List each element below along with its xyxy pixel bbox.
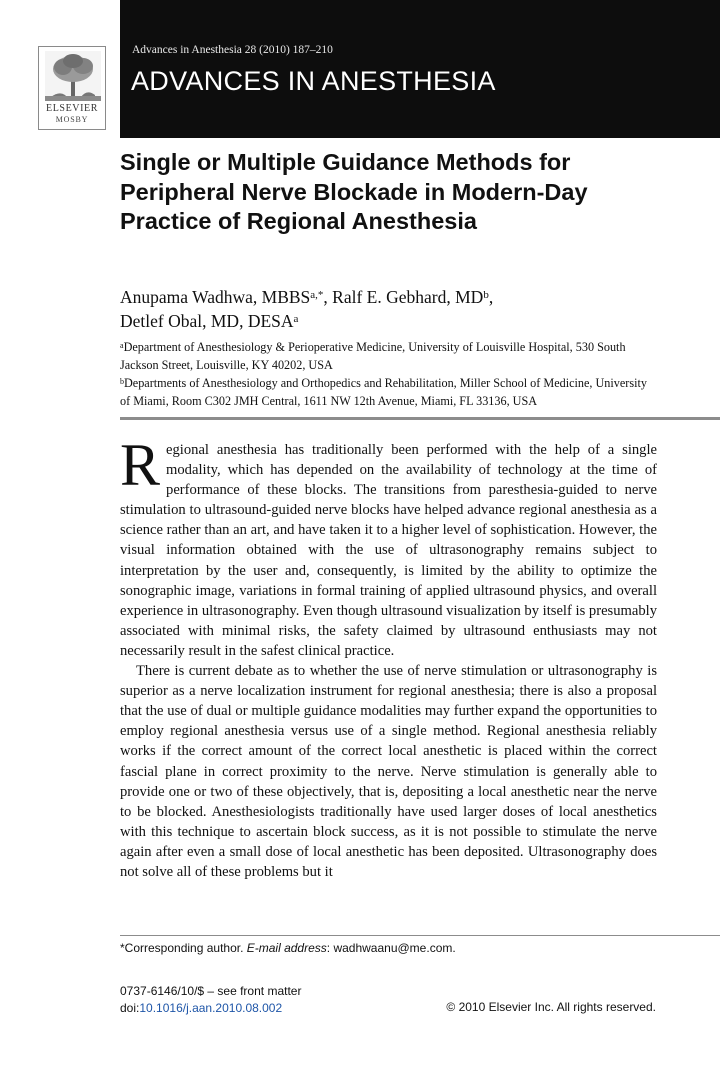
affiliation-list [120, 338, 660, 410]
journal-citation: Advances in Anesthesia 28 (2010) 187–210 [132, 44, 333, 56]
author-affiliation-marker: a,* [310, 289, 324, 301]
journal-name: ADVANCES IN ANESTHESIA [131, 66, 496, 96]
author-separator: , [323, 287, 333, 307]
doi-link[interactable]: 10.1016/j.aan.2010.08.002 [139, 1001, 283, 1015]
doi-line [120, 1000, 301, 1017]
author-name: Ralf E. Gebhard, MD [332, 287, 484, 307]
tree-emblem-icon [45, 51, 101, 101]
author-separator: , [488, 287, 494, 307]
affiliation-text: Departments of Anesthesiology and Orthopedics and Rehabilitation, Miller School of Medicine, University of Miami, Room C302 JMH Central, 1611 NW 12th Avenue, Miami, FL 33136, USA [120, 376, 647, 408]
issn-line: 0737-6146/10/$ – see front matter [120, 984, 302, 998]
drop-cap: R [120, 432, 161, 498]
publisher-imprint: MOSBY [55, 115, 89, 124]
email-address: wadhwaanu@me.com [333, 941, 453, 955]
front-matter [120, 983, 301, 1017]
article-body [120, 432, 657, 882]
email-label: E-mail address [246, 941, 327, 955]
author-list [120, 285, 680, 333]
body-paragraph [120, 432, 657, 661]
doi-label: doi: [120, 1001, 140, 1015]
footnote-suffix: . [452, 941, 456, 955]
corresponding-author-note [120, 941, 680, 955]
affiliation-item [120, 338, 660, 374]
author-name: Detlef Obal, MD, DESA [120, 311, 294, 331]
affiliation-marker: a [120, 341, 124, 350]
publisher-name: ELSEVIER [45, 103, 99, 114]
author-name: Anupama Wadhwa, MBBS [120, 287, 311, 307]
affiliation-text: Department of Anesthesiology & Perioperative Medicine, University of Louisville Hospital, 530 South Jackson Street, Louisville, KY 40202, USA [120, 340, 626, 372]
author-affiliation-marker: b [483, 289, 489, 301]
affiliation-item [120, 374, 660, 410]
footnote-prefix: *Corresponding author. [120, 941, 247, 955]
paragraph-text: egional anesthesia has traditionally been performed with the help of a single modality, which has depended on the availability of technology at the time of performance of these blocks. The transitions from paresthesia-guided to nerve stimulation to ultrasound-guided nerve blocks have helped advance regional anesthesia as a science rather than an art, and have taken it to a higher level of sophistication. However, the visual information obtained with the use of ultrasonography remains subject to interpretation by the user and, consequently, is limited by the ability to optimize the sonographic image, variations in formal training of applied ultrasound physics, and overall experience in ultrasonography. Even though ultrasound visualization by itself is presumably associated with minimal risks, the safety claimed by ultrasound enthusiasts may not necessarily result in the safest clinical practice. [120, 442, 657, 659]
author-affiliation-marker: a [293, 313, 299, 325]
affiliation-marker: b [120, 377, 124, 386]
section-divider [120, 417, 720, 420]
journal-header [120, 0, 720, 138]
copyright-notice: © 2010 Elsevier Inc. All rights reserved. [446, 1000, 656, 1014]
body-paragraph: There is current debate as to whether the use of nerve stimulation or ultrasonography is superior as a nerve localization instrument for regional anesthesia; there is also a proposal that the use of dual or multiple guidance modalities may further expand the opportunities to employ regional anesthesia versus use of a single method. Regional anesthesia reliably works if the correct amount of the correct local anesthetic is placed within the correct fascial plane in correct proximity to the nerve. Nerve stimulation is generally able to provide one or two of these objectively, that is, depositing a local anesthetic near the nerve to be blocked. Anesthesiologists traditionally have used larger doses of local anesthetics with this technique to ascertain block success, as it is not possible to stimulate the nerve again after even a small dose of local anesthetic has been deposited. Ultrasonography does not solve all of these problems but it [120, 663, 657, 880]
publisher-logo [38, 46, 106, 130]
article-title: Single or Multiple Guidance Methods for Peripheral Nerve Blockade in Modern-Day Practice of Regional Anesthesia [120, 149, 588, 234]
footnote-divider [120, 935, 720, 936]
email-separator: : [326, 941, 334, 955]
